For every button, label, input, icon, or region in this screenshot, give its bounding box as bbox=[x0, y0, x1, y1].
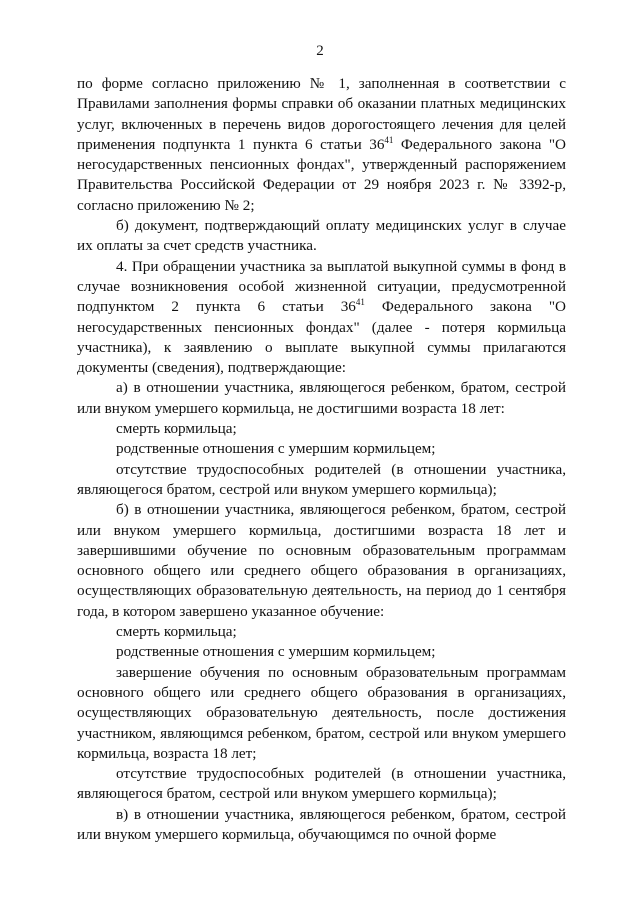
page-number: 2 bbox=[316, 43, 324, 59]
document-body bbox=[77, 74, 566, 845]
paragraph bbox=[77, 622, 566, 642]
paragraph-text: завершение обучения по основным образовательным программам основного общего или среднего общего образования в организациях, осуществляющих образовательную деятельность, после достижения участником, являющимся ребенком, братом, сестрой или внуком умершего кормильца, возраста 18 лет; bbox=[77, 663, 566, 762]
paragraph-text: смерть кормильца; bbox=[116, 420, 237, 438]
paragraph-text: 4. При обращении участника за выплатой выкупной суммы в фонд в случае возникновения особой жизненной ситуации, предусмотренной подпунктом 2 пункта 6 статьи 36 bbox=[77, 257, 566, 316]
paragraph-text: отсутствие трудоспособных родителей (в отношении участника, являющегося братом, сестрой или внуком умершего кормильца); bbox=[77, 460, 566, 498]
article-superscript: 41 bbox=[355, 297, 365, 308]
paragraph-text: а) в отношении участника, являющегося ребенком, братом, сестрой или внуком умершего кормильца, не достигшими возраста 18 лет: bbox=[77, 379, 566, 417]
paragraph bbox=[77, 216, 566, 257]
paragraph-text: родственные отношения с умершим кормильцем; bbox=[116, 643, 436, 661]
paragraph-text: б) документ, подтверждающий оплату медицинских услуг в случае их оплаты за счет средств участника. bbox=[77, 217, 566, 255]
paragraph-text: Федерального закона "О негосударственных пенсионных фондах", утвержденный распоряжением Правительства Российской Федерации от 29 ноября 2023 г. № 3392-р, согласно приложению № 2; bbox=[77, 135, 567, 214]
paragraph bbox=[77, 74, 566, 216]
paragraph-text: родственные отношения с умершим кормильцем; bbox=[116, 440, 436, 458]
paragraph-text: Федерального закона "О негосударственных пенсионных фондах" (далее - потеря кормильца участника), к заявлению о выплате выкупной суммы прилагаются документы (сведения), подтверждающие: bbox=[77, 298, 566, 377]
paragraph bbox=[77, 460, 566, 501]
paragraph bbox=[77, 419, 566, 439]
paragraph-text: смерть кормильца; bbox=[116, 623, 237, 641]
paragraph-text: отсутствие трудоспособных родителей (в отношении участника, являющегося братом, сестрой или внуком умершего кормильца); bbox=[77, 765, 566, 803]
paragraph-text: в) в отношении участника, являющегося ребенком, братом, сестрой или внуком умершего кормильца, обучающимся по очной форме bbox=[77, 805, 566, 843]
paragraph-text: по форме согласно приложению № 1, заполненная в соответствии с Правилами заполнения формы справки об оказании платных медицинских услуг, включенных в перечень видов дорогостоящего лечения для целей применения подпункта 1 пункта 6 статьи 36 bbox=[77, 75, 566, 153]
paragraph bbox=[77, 500, 566, 622]
paragraph bbox=[77, 378, 566, 419]
paragraph bbox=[77, 663, 566, 764]
paragraph bbox=[77, 805, 566, 846]
paragraph bbox=[77, 439, 566, 459]
article-superscript: 41 bbox=[384, 134, 394, 145]
paragraph bbox=[77, 642, 566, 662]
paragraph bbox=[77, 257, 566, 379]
paragraph bbox=[77, 764, 566, 805]
paragraph-text: б) в отношении участника, являющегося ребенком, братом, сестрой или внуком умершего кормильца, достигшими возраста 18 лет и завершившими обучение по основным образовательным программам основного общего или среднего общего образования в организациях, осуществляющих образовательную деятельность, на период до 1 сентября года, в котором завершено указанное обучение: bbox=[77, 501, 566, 620]
